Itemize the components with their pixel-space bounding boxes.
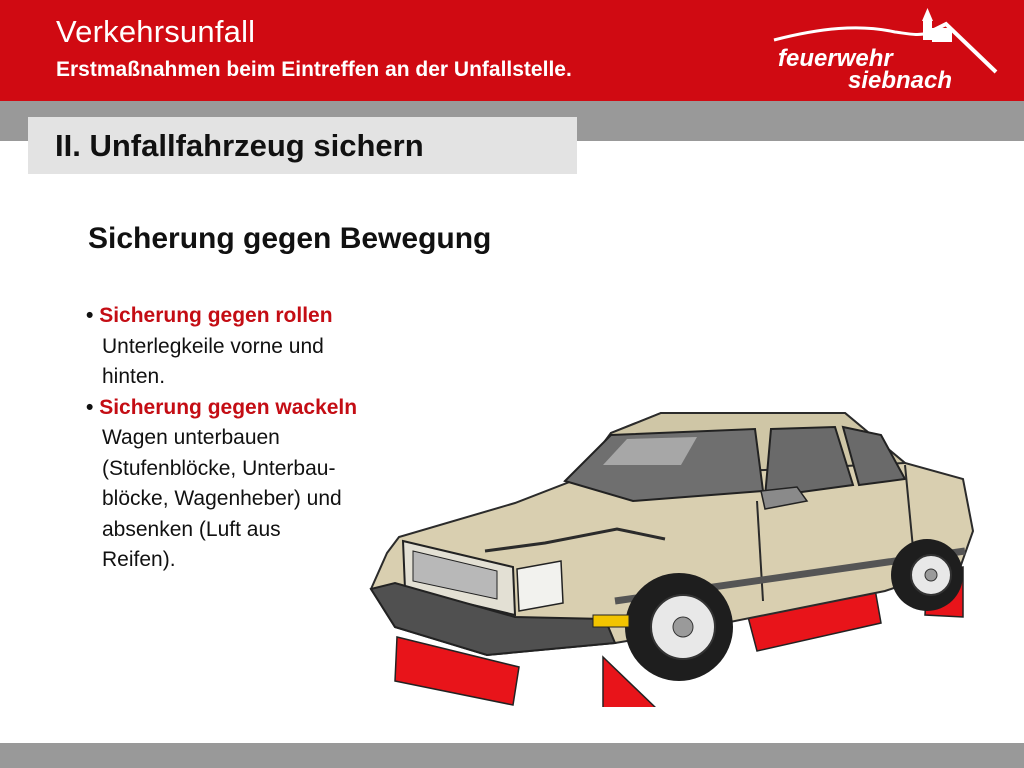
presentation-subtitle: Erstmaßnahmen beim Eintreffen an der Unfallstelle.	[56, 58, 572, 81]
main-heading: Sicherung gegen Bewegung	[88, 222, 492, 255]
section-title: II. Unfallfahrzeug sichern	[55, 128, 424, 163]
bullet-text-line: absenken (Luft aus	[102, 517, 281, 541]
logo-text-siebnach: siebnach	[848, 67, 953, 94]
feuerwehr-logo-icon	[760, 6, 1000, 96]
bullet-text-line: (Stufenblöcke, Unterbau-	[102, 456, 336, 480]
bullet-item: • Sicherung gegen rollen	[86, 304, 333, 327]
footer-gray-band	[0, 743, 1024, 768]
presentation-title: Verkehrsunfall	[56, 14, 256, 49]
bullet-title: Sicherung gegen wackeln	[99, 395, 358, 419]
section-title-box	[28, 117, 577, 174]
bullet-text-line: Reifen).	[102, 548, 176, 571]
bullet-text-line: blöcke, Wagenheber) und	[102, 487, 342, 510]
bullet-text-line: hinten.	[102, 365, 166, 388]
bullet-text-line: Wagen unterbauen	[102, 426, 280, 449]
header-bar	[0, 0, 1024, 101]
car-on-wheel-chocks-icon	[365, 405, 977, 707]
bullet-item: • Sicherung gegen wackeln	[86, 395, 358, 419]
bullet-text-line: Unterlegkeile vorne und	[102, 334, 324, 358]
logo-text-feuerwehr: feuerwehr	[778, 45, 893, 72]
bullet-title: Sicherung gegen rollen	[99, 304, 333, 327]
